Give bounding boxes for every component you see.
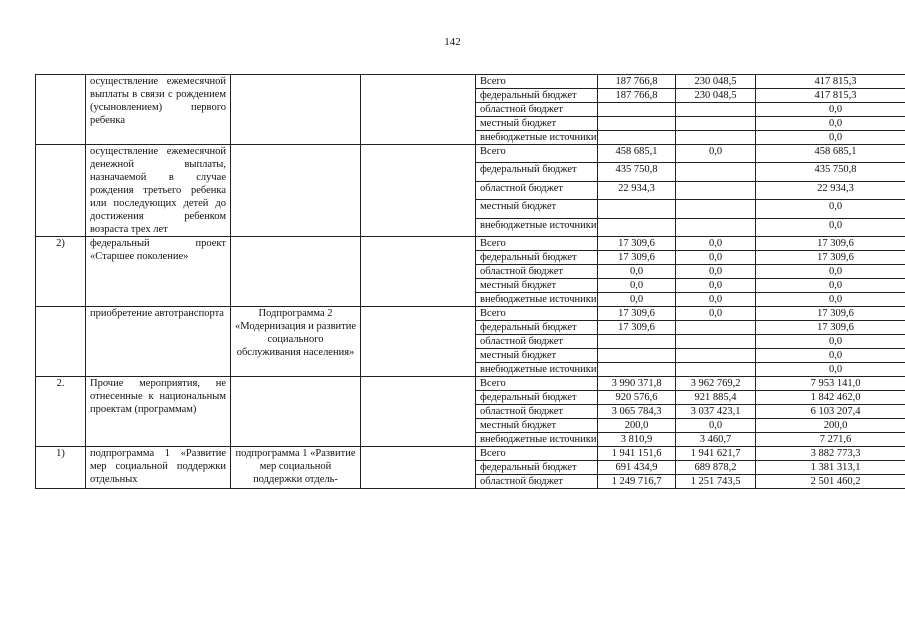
- amount-v2: 3 037 423,1: [676, 405, 756, 419]
- amount-v1: 0,0: [598, 293, 676, 307]
- subprogram-ref: [231, 377, 361, 447]
- amount-total: 0,0: [756, 265, 905, 279]
- amount-total: 200,0: [756, 419, 905, 433]
- amount-v1: 17 309,6: [598, 321, 676, 335]
- funding-source: Всего: [476, 145, 598, 163]
- funding-source: внебюджетные источники: [476, 131, 598, 145]
- funding-source: местный бюджет: [476, 419, 598, 433]
- amount-v2: 230 048,5: [676, 89, 756, 103]
- amount-v1: 691 434,9: [598, 461, 676, 475]
- amount-v1: [598, 103, 676, 117]
- subprogram-ref: [231, 237, 361, 307]
- funding-source: областной бюджет: [476, 335, 598, 349]
- row-number: [36, 75, 86, 145]
- funding-source: федеральный бюджет: [476, 321, 598, 335]
- funding-source: внебюджетные источники: [476, 363, 598, 377]
- amount-total: 435 750,8: [756, 163, 905, 181]
- funding-source: местный бюджет: [476, 117, 598, 131]
- funding-source: внебюджетные источники: [476, 293, 598, 307]
- measure-name: Прочие мероприятия, не отнесенные к национальным проектам (программам): [86, 377, 231, 447]
- funding-source: Всего: [476, 377, 598, 391]
- table-row: [36, 75, 905, 89]
- amount-v1: [598, 349, 676, 363]
- amount-total: 3 882 773,3: [756, 447, 905, 461]
- funding-source: внебюджетные источники: [476, 433, 598, 447]
- funding-source: местный бюджет: [476, 200, 598, 218]
- row-number: 1): [36, 447, 86, 489]
- amount-total: 0,0: [756, 200, 905, 218]
- amount-v1: 187 766,8: [598, 89, 676, 103]
- subprogram-ref: [231, 145, 361, 237]
- subprogram-ref: [231, 75, 361, 145]
- amount-total: 0,0: [756, 349, 905, 363]
- amount-total: 0,0: [756, 279, 905, 293]
- amount-total: 0,0: [756, 131, 905, 145]
- amount-total: 6 103 207,4: [756, 405, 905, 419]
- amount-total: 0,0: [756, 103, 905, 117]
- amount-v1: [598, 218, 676, 236]
- row-number: [36, 145, 86, 237]
- amount-v1: 1 249 716,7: [598, 475, 676, 489]
- amount-v2: 1 251 743,5: [676, 475, 756, 489]
- amount-v2: 921 885,4: [676, 391, 756, 405]
- funding-source: Всего: [476, 447, 598, 461]
- empty-cell: [361, 307, 476, 377]
- measure-name: осуществление ежемесячной денежной выплаты, назначаемой в случае рождения третьего ребенка или последующих детей до достижения ребенком возраста трех лет: [86, 145, 231, 237]
- amount-v2: 3 962 769,2: [676, 377, 756, 391]
- funding-source: федеральный бюджет: [476, 461, 598, 475]
- measure-name: осуществление ежемесячной выплаты в связи с рождением (усыновлением) первого ребенка: [86, 75, 231, 145]
- amount-v1: 3 065 784,3: [598, 405, 676, 419]
- funding-source: Всего: [476, 237, 598, 251]
- measure-name: приобретение автотранспорта: [86, 307, 231, 377]
- amount-v2: [676, 131, 756, 145]
- funding-source: федеральный бюджет: [476, 89, 598, 103]
- amount-total: 1 381 313,1: [756, 461, 905, 475]
- page-number: 142: [444, 36, 461, 48]
- measure-name: федеральный проект «Старшее поколение»: [86, 237, 231, 307]
- amount-v2: [676, 363, 756, 377]
- amount-total: 17 309,6: [756, 307, 905, 321]
- funding-source: областной бюджет: [476, 103, 598, 117]
- amount-v2: 0,0: [676, 419, 756, 433]
- amount-v2: 0,0: [676, 251, 756, 265]
- amount-v1: 200,0: [598, 419, 676, 433]
- funding-source: областной бюджет: [476, 265, 598, 279]
- table-row: [36, 145, 905, 163]
- amount-total: 7 271,6: [756, 433, 905, 447]
- funding-source: местный бюджет: [476, 279, 598, 293]
- funding-source: федеральный бюджет: [476, 391, 598, 405]
- funding-source: областной бюджет: [476, 405, 598, 419]
- amount-total: 0,0: [756, 293, 905, 307]
- amount-total: 417 815,3: [756, 75, 905, 89]
- amount-v2: 3 460,7: [676, 433, 756, 447]
- amount-v2: 689 878,2: [676, 461, 756, 475]
- amount-v1: 17 309,6: [598, 307, 676, 321]
- amount-v2: [676, 181, 756, 199]
- amount-v2: 0,0: [676, 307, 756, 321]
- empty-cell: [361, 145, 476, 237]
- amount-total: 17 309,6: [756, 237, 905, 251]
- table-row: [36, 447, 905, 461]
- row-number: [36, 307, 86, 377]
- amount-v2: [676, 335, 756, 349]
- funding-source: областной бюджет: [476, 475, 598, 489]
- amount-v2: 0,0: [676, 279, 756, 293]
- amount-v1: 0,0: [598, 265, 676, 279]
- amount-total: 1 842 462,0: [756, 391, 905, 405]
- amount-v1: [598, 117, 676, 131]
- row-number: 2.: [36, 377, 86, 447]
- measure-name: подпрограмма 1 «Развитие мер социальной поддержки отдельных: [86, 447, 231, 489]
- amount-total: 417 815,3: [756, 89, 905, 103]
- empty-cell: [361, 237, 476, 307]
- empty-cell: [361, 75, 476, 145]
- amount-total: 0,0: [756, 117, 905, 131]
- amount-v1: 1 941 151,6: [598, 447, 676, 461]
- amount-v1: [598, 363, 676, 377]
- amount-v2: [676, 117, 756, 131]
- amount-v1: 22 934,3: [598, 181, 676, 199]
- amount-v1: [598, 131, 676, 145]
- amount-total: 458 685,1: [756, 145, 905, 163]
- amount-total: 0,0: [756, 335, 905, 349]
- amount-v1: 3 810,9: [598, 433, 676, 447]
- amount-v1: 920 576,6: [598, 391, 676, 405]
- amount-v1: [598, 335, 676, 349]
- amount-total: 17 309,6: [756, 321, 905, 335]
- amount-v1: 187 766,8: [598, 75, 676, 89]
- amount-v1: [598, 200, 676, 218]
- amount-v1: 458 685,1: [598, 145, 676, 163]
- amount-v2: [676, 218, 756, 236]
- table-row: [36, 237, 905, 251]
- funding-source: областной бюджет: [476, 181, 598, 199]
- funding-source: внебюджетные источники: [476, 218, 598, 236]
- funding-source: федеральный бюджет: [476, 251, 598, 265]
- amount-total: 0,0: [756, 363, 905, 377]
- amount-v2: 0,0: [676, 293, 756, 307]
- amount-v1: 17 309,6: [598, 237, 676, 251]
- amount-v2: [676, 103, 756, 117]
- amount-v2: 0,0: [676, 237, 756, 251]
- table-row: [36, 377, 905, 391]
- amount-v1: 3 990 371,8: [598, 377, 676, 391]
- row-number: 2): [36, 237, 86, 307]
- amount-v2: 0,0: [676, 265, 756, 279]
- subprogram-ref: подпрограмма 1 «Развитие мер социальной поддержки отдель-: [231, 447, 361, 489]
- amount-v1: 435 750,8: [598, 163, 676, 181]
- funding-source: федеральный бюджет: [476, 163, 598, 181]
- amount-v2: [676, 321, 756, 335]
- table-row: [36, 307, 905, 321]
- amount-v1: 0,0: [598, 279, 676, 293]
- amount-v2: [676, 163, 756, 181]
- subprogram-ref: Подпрограмма 2 «Модернизация и развитие социального обслуживания населения»: [231, 307, 361, 377]
- amount-v2: 0,0: [676, 145, 756, 163]
- empty-cell: [361, 447, 476, 489]
- amount-total: 0,0: [756, 218, 905, 236]
- amount-total: 2 501 460,2: [756, 475, 905, 489]
- amount-total: 7 953 141,0: [756, 377, 905, 391]
- amount-v2: 230 048,5: [676, 75, 756, 89]
- amount-v2: 1 941 621,7: [676, 447, 756, 461]
- empty-cell: [361, 377, 476, 447]
- funding-source: Всего: [476, 307, 598, 321]
- amount-v2: [676, 200, 756, 218]
- funding-source: местный бюджет: [476, 349, 598, 363]
- amount-total: 22 934,3: [756, 181, 905, 199]
- amount-total: 17 309,6: [756, 251, 905, 265]
- funding-source: Всего: [476, 75, 598, 89]
- funding-table: [35, 74, 905, 489]
- amount-v2: [676, 349, 756, 363]
- amount-v1: 17 309,6: [598, 251, 676, 265]
